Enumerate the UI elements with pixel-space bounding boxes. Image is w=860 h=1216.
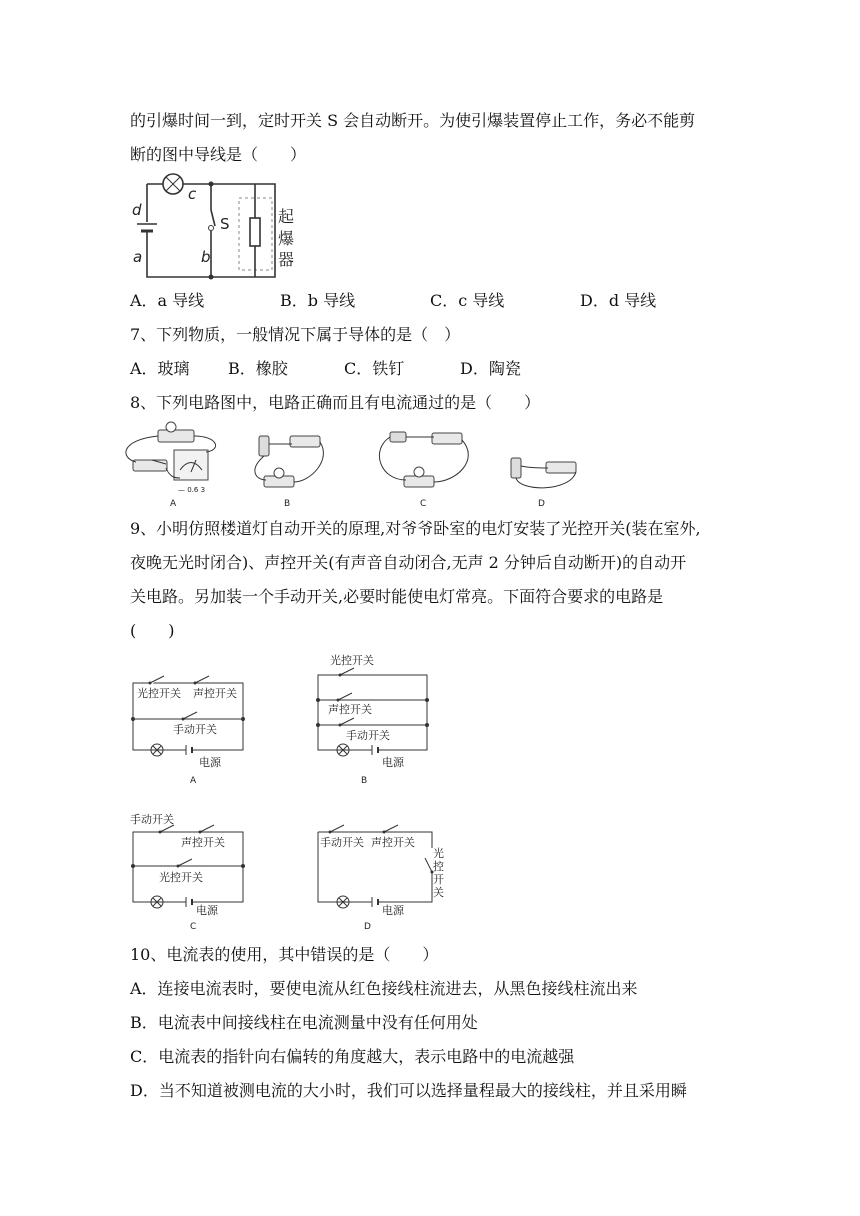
detonator-resistor-icon: [250, 218, 260, 246]
q9-diagram-a: [131, 676, 245, 786]
q10-option-a[interactable]: A．连接电流表时，要使电流从红色接线柱流进去，从黑色接线柱流出来: [130, 979, 638, 998]
label-a: a: [133, 248, 143, 266]
q8-figure-c: [379, 432, 468, 509]
q8-label-a: A: [170, 499, 177, 509]
q8-stem: 8、下列电路图中，电路正确而且有电流通过的是（ ）: [130, 393, 541, 412]
power-label: 电源: [382, 756, 404, 769]
q8-figure-a: [126, 422, 216, 509]
q6-stem-line2: 断的图中导线是（ ）: [130, 145, 307, 164]
q10-stem: 10、电流表的使用，其中错误的是（ ）: [130, 945, 439, 964]
manual-switch-label: 手动开关: [130, 813, 174, 826]
q7-option-a[interactable]: A．玻璃: [130, 359, 190, 378]
q10-option-d[interactable]: D．当不知道被测电流的大小时，我们可以选择量程最大的接线柱，并且采用瞬: [130, 1081, 687, 1100]
manual-switch-label: 手动开关: [320, 836, 364, 849]
q6-stem-line1: 的引爆时间一到，定时开关 S 会自动断开。为使引爆装置停止工作，务必不能剪: [130, 111, 696, 130]
q8-figure-b: [255, 436, 324, 509]
q9-diagram-b: [316, 653, 429, 786]
q9-label-c: C: [190, 922, 197, 932]
light-switch-vertical-3: 开: [433, 873, 444, 886]
manual-switch-label: 手动开关: [346, 729, 390, 742]
light-switch-vertical-4: 关: [433, 886, 444, 899]
label-s: S: [220, 215, 230, 233]
battery-icon: [137, 222, 157, 232]
q9-label-d: D: [364, 922, 371, 932]
power-label: 电源: [382, 904, 404, 917]
q7-option-b[interactable]: B．橡胶: [228, 359, 288, 378]
q9-stem-line2: 夜晚无光时闭合)、声控开关(有声音自动闭合,无声 2 分钟后自动断开)的自动开: [130, 553, 687, 572]
lamp-icon: [337, 744, 349, 756]
q8-label-b: B: [284, 499, 291, 509]
q9-diagram-c: [130, 812, 245, 932]
detonator-label-2: 爆: [278, 229, 295, 248]
q9-stem-line3: 关电路。另加装一个手动开关,必要时能使电灯常亮。下面符合要求的电路是: [130, 587, 664, 606]
power-source-icon: [372, 896, 378, 908]
lamp-icon: [163, 174, 183, 194]
timer-switch-icon: [209, 210, 216, 231]
q9-stem-line1: 9、小明仿照楼道灯自动开关的原理,对爷爷卧室的电灯安装了光控开关(装在室外,: [130, 519, 701, 538]
q6-option-b[interactable]: B．b 导线: [280, 291, 356, 310]
ammeter-icon: [174, 450, 208, 480]
q9-label-a: A: [190, 776, 197, 786]
q7-option-d[interactable]: D．陶瓷: [460, 359, 521, 378]
q7-option-c[interactable]: C．铁钉: [344, 359, 405, 378]
power-source-icon: [372, 744, 378, 756]
label-c: c: [188, 185, 197, 203]
q10-option-c[interactable]: C．电流表的指针向右偏转的角度越大，表示电路中的电流越强: [130, 1047, 575, 1066]
lamp-icon: [337, 896, 349, 908]
battery-cell-icon: [259, 436, 269, 456]
manual-switch-label: 手动开关: [173, 723, 217, 736]
q8-figure-d: [511, 458, 576, 509]
light-switch-label: 光控开关: [330, 654, 374, 667]
q10-option-b[interactable]: B．电流表中间接线柱在电流测量中没有任何用处: [130, 1013, 478, 1032]
detonator-label-3: 器: [278, 250, 295, 269]
detonator-label-1: 起: [278, 207, 295, 226]
q6-option-c[interactable]: C．c 导线: [430, 291, 505, 310]
q6-option-a[interactable]: A．a 导线: [130, 291, 205, 310]
sound-switch-label: 声控开关: [371, 836, 415, 849]
q8-label-c: C: [420, 499, 427, 509]
light-switch-label: 光控开关: [159, 871, 203, 884]
q7-stem: 7、下列物质，一般情况下属于导体的是（ ）: [130, 325, 461, 344]
power-source-icon: [186, 896, 192, 908]
q9-label-b: B: [361, 776, 368, 786]
sound-switch-label: 声控开关: [193, 687, 237, 700]
sound-switch-label: 声控开关: [328, 703, 372, 716]
label-b: b: [201, 248, 211, 266]
q9-stem-line4: ( ): [130, 621, 175, 640]
light-switch-label: 光控开关: [137, 687, 181, 700]
power-label: 电源: [196, 904, 218, 917]
lamp-icon: [151, 896, 163, 908]
lamp-icon: [151, 744, 163, 756]
label-d: d: [132, 201, 142, 219]
light-switch-vertical-2: 控: [433, 860, 444, 873]
power-source-icon: [186, 744, 192, 756]
q6-option-d[interactable]: D．d 导线: [580, 291, 657, 310]
light-switch-vertical-1: 光: [433, 847, 444, 860]
q9-diagram-d: [318, 825, 444, 932]
q8-label-d: D: [538, 499, 545, 509]
power-label: 电源: [199, 756, 221, 769]
sound-switch-label: 声控开关: [181, 836, 225, 849]
meter-scale: — 0.6 3: [178, 486, 206, 494]
